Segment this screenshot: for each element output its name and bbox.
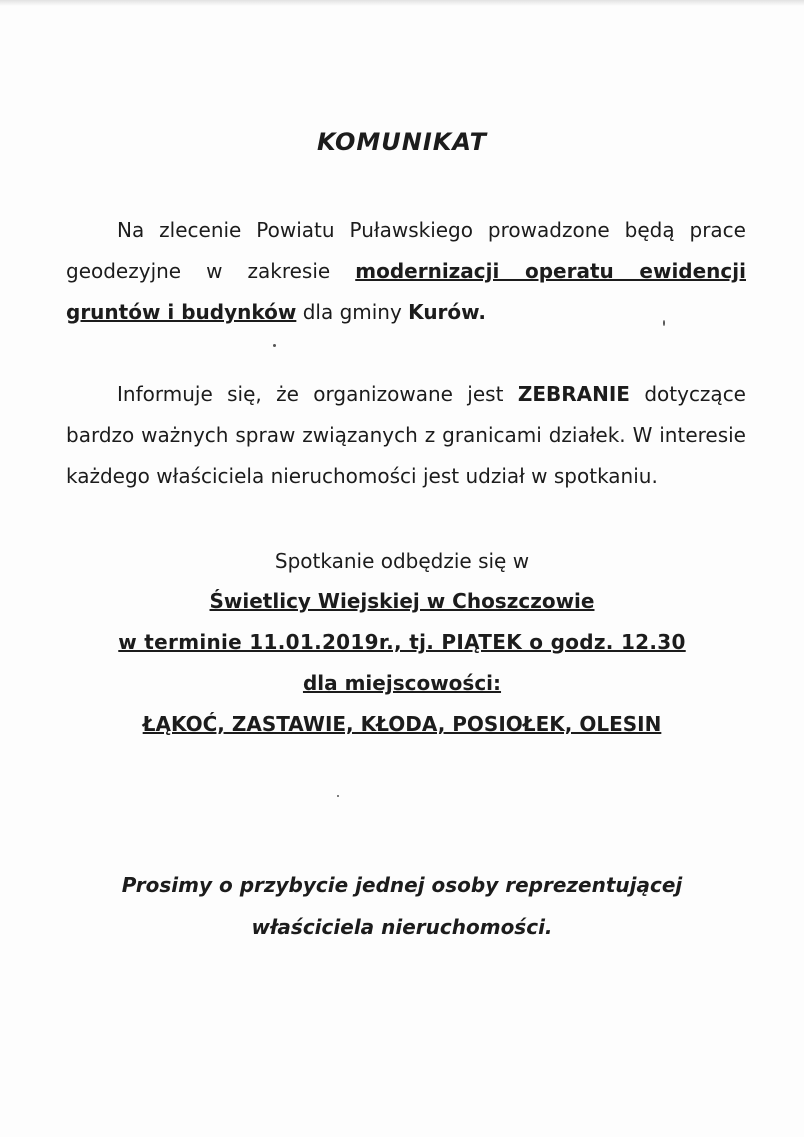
closing-line-1: Prosimy o przybycie jednej osoby reprezentującej [121,873,683,897]
scan-speck [663,320,665,326]
meeting-place: Świetlicy Wiejskiej w Choszczowie [209,589,595,613]
meeting-intro: Spotkanie odbędzie się w [274,549,530,573]
paragraph-commission-subject: modernizacji operatu ewidencji gruntów i budynków [66,259,746,324]
paragraph-meeting-text-2: dotyczące bardzo ważnych spraw związanych z granicami działek. W interesie każdego właściciela nieruchomości jest udział w spotkaniu. [66,382,746,488]
paragraph-meeting-info [66,374,746,497]
scan-edge [0,0,804,6]
meeting-villages: ŁĄKOĆ, ZASTAWIE, KŁODA, POSIOŁEK, OLESIN [142,712,662,736]
meeting-for-label: dla miejscowości: [302,671,502,695]
paragraph-commission-text-1: Na zlecenie Powiatu Puławskiego prowadzone będą prace geodezyjne w zakresie [66,218,746,283]
paragraph-commission-municipality: Kurów. [408,300,486,324]
closing-line-2: właściciela nieruchomości. [251,915,553,939]
paragraph-commission-text-2: dla gminy [296,300,409,324]
scan-speck [273,344,276,347]
paragraph-meeting-keyword: ZEBRANIE [517,382,630,406]
meeting-date: w terminie 11.01.2019r., tj. PIĄTEK o godz. 12.30 [118,630,686,654]
paragraph-meeting-text-1: Informuje się, że organizowane jest [117,382,518,406]
document-title: KOMUNIKAT [316,128,488,156]
scan-speck [337,795,339,797]
paragraph-commission [66,210,746,333]
